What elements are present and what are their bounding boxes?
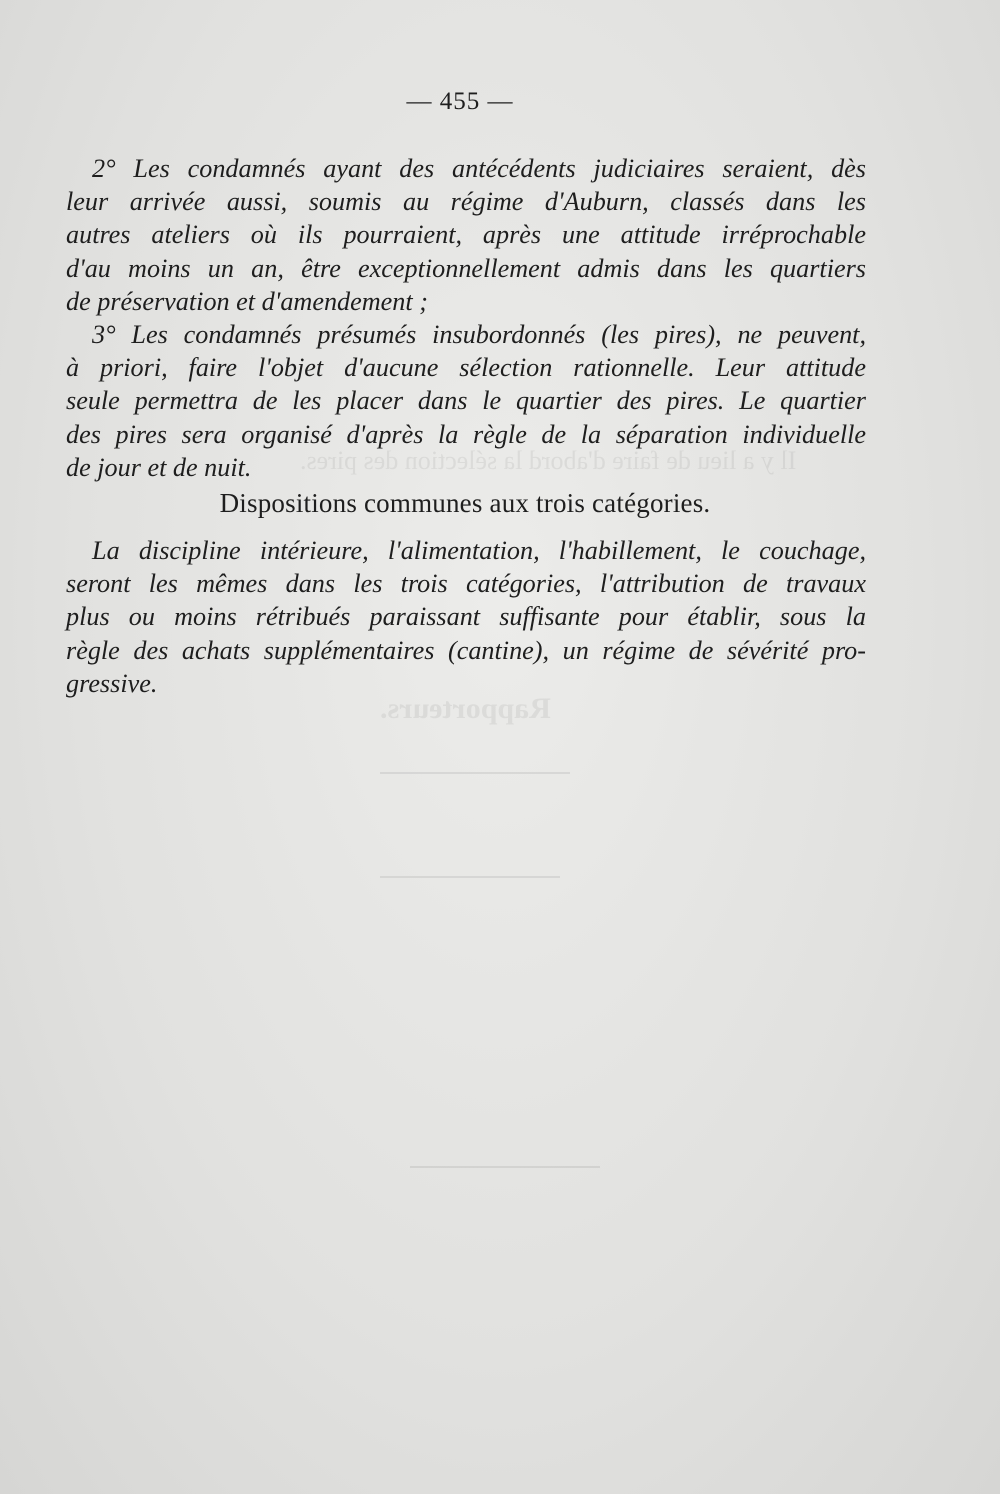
bleed-through-text: Il y a lieu de faire d'abord la sélection des pires. — [300, 446, 797, 475]
text-line: autres ateliers où ils pourraient, après une attitude irréprochable — [66, 220, 866, 250]
bleed-through-heading: Rapporteurs. — [380, 692, 551, 725]
text-line: plus ou moins rétribués paraissant suffisante pour établir, sous la — [66, 602, 866, 632]
bleed-through-rule — [380, 876, 560, 878]
bleed-through-rule — [410, 1166, 600, 1168]
text-line: de préservation et d'amendement ; — [66, 286, 428, 316]
text-line: seule permettra de les placer dans le quartier des pires. Le quartier — [66, 386, 866, 416]
paragraph-second-category — [66, 152, 866, 318]
section-heading: Dispositions communes aux trois catégories. — [219, 488, 711, 518]
text-line: 3° Les condamnés présumés insubordonnés (les pires), ne peuvent, — [92, 320, 866, 349]
text-line: de jour et de nuit. — [66, 452, 252, 482]
text-line: règle des achats supplémentaires (cantine), un régime de sévérité pro- — [66, 635, 866, 665]
paragraph-common-provisions — [66, 534, 866, 700]
text-line: leur arrivée aussi, soumis au régime d'Auburn, classés dans les — [66, 187, 866, 217]
bleed-through-rule — [380, 772, 570, 774]
text-line: 2° Les condamnés ayant des antécédents judiciaires seraient, dès — [92, 154, 866, 183]
text-line: gressive. — [66, 668, 158, 698]
text-line: à priori, faire l'objet d'aucune sélection rationnelle. Leur attitude — [66, 353, 866, 383]
text-line: seront les mêmes dans les trois catégories, l'attribution de travaux — [66, 569, 866, 599]
text-line: d'au moins un an, être exceptionnellement admis dans les quartiers — [66, 253, 866, 283]
paragraph-third-category — [66, 318, 866, 484]
text-line: des pires sera organisé d'après la règle de la séparation individuelle — [66, 419, 866, 449]
page-number: — 455 — — [406, 88, 514, 115]
text-line: La discipline intérieure, l'alimentation, l'habillement, le couchage, — [92, 536, 866, 565]
